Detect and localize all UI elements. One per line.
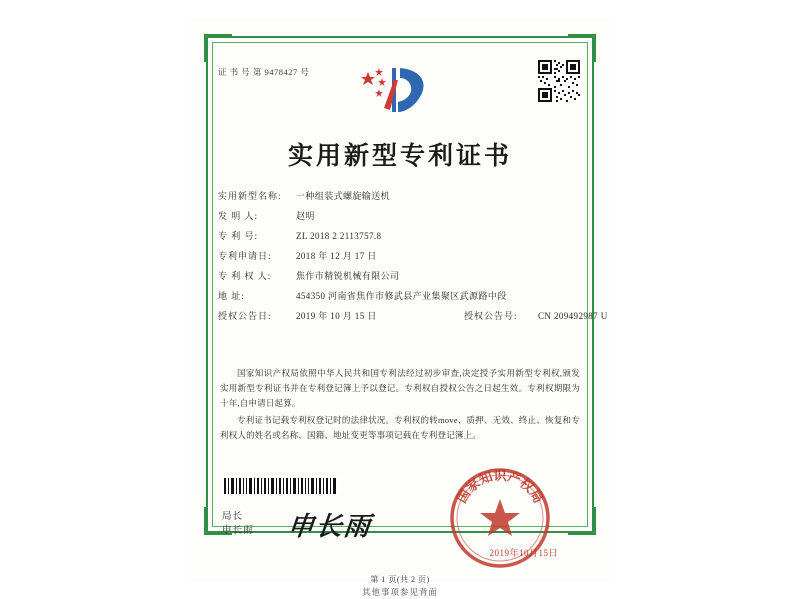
field-value: 2018 年 12 月 17 日 xyxy=(296,251,377,261)
field-label: 实用新型名称: xyxy=(218,191,282,201)
legal-paragraph: 专利证书记载专利权登记时的法律状况。专利权的转move、质押、无效、终止、恢复和专利权人的姓名或名称、国籍、地址变更等事项记载在专利登记簿上。 xyxy=(220,415,580,440)
field-value: 一种组装式螺旋输送机 xyxy=(296,191,391,201)
field-list xyxy=(218,186,608,326)
grant-date-label: 授权公告日: xyxy=(218,311,272,321)
signature-title xyxy=(222,510,254,538)
field-value: 焦作市精锐机械有限公司 xyxy=(296,271,400,281)
grant-date-value: 2019 年 10 月 15 日 xyxy=(296,311,377,321)
signature-title-line1: 局长 xyxy=(222,512,244,522)
field-row xyxy=(218,246,582,266)
field-row xyxy=(218,266,582,286)
field-value: ZL 2018 2 2113757.8 xyxy=(296,231,382,241)
field-label: 专 利 权 人: xyxy=(218,271,272,281)
field-row xyxy=(218,226,582,246)
page-number: 第 1 页(共 2 页) xyxy=(370,575,430,584)
field-label: 地 址: xyxy=(218,291,245,301)
field-label: 专利申请日: xyxy=(218,251,272,261)
cnipa-emblem-icon xyxy=(352,62,448,118)
field-value: 赵明 xyxy=(296,211,315,221)
corner-ornament-bottom-right xyxy=(568,507,596,535)
field-row xyxy=(218,206,582,226)
legal-paragraph: 国家知识产权局依照中华人民共和国专利法经过初步审查,决定授予实用新型专利权,颁发实用新型专利证书并在专利登记簿上予以登记。专利权自授权公告之日起生效。专利权期限为十年,自申请日起算。 xyxy=(220,368,580,408)
field-value: 454350 河南省焦作市修武县产业集聚区武源路中段 xyxy=(296,291,507,301)
certificate-page xyxy=(190,18,610,583)
seal-date: 2019年10月15日 xyxy=(489,548,558,558)
field-label: 发 明 人: xyxy=(218,211,259,221)
qr-code-icon xyxy=(538,60,580,102)
grant-number-label: 授权公告号: xyxy=(464,311,518,321)
page-title: 实用新型专利证书 xyxy=(287,141,512,170)
legal-text-block xyxy=(220,366,580,445)
field-row xyxy=(218,186,582,206)
grant-row xyxy=(218,306,608,326)
corner-ornament-top-right xyxy=(568,34,596,62)
corner-ornament-top-left xyxy=(204,34,232,62)
field-row xyxy=(218,286,582,306)
grant-number-value: CN 209492987 U xyxy=(538,311,608,321)
footer-note: 其他事项参见背面 xyxy=(361,587,438,597)
certificate-number: 证 书 号 第 9478427 号 xyxy=(218,67,310,77)
svg-text:国家知识产权局: 国家知识产权局 xyxy=(454,469,546,507)
field-label: 专 利 号: xyxy=(218,231,259,241)
signature-title-line2: 申长雨 xyxy=(222,526,254,536)
handwritten-signature: 申长雨 xyxy=(286,512,374,542)
barcode-icon xyxy=(222,478,340,494)
